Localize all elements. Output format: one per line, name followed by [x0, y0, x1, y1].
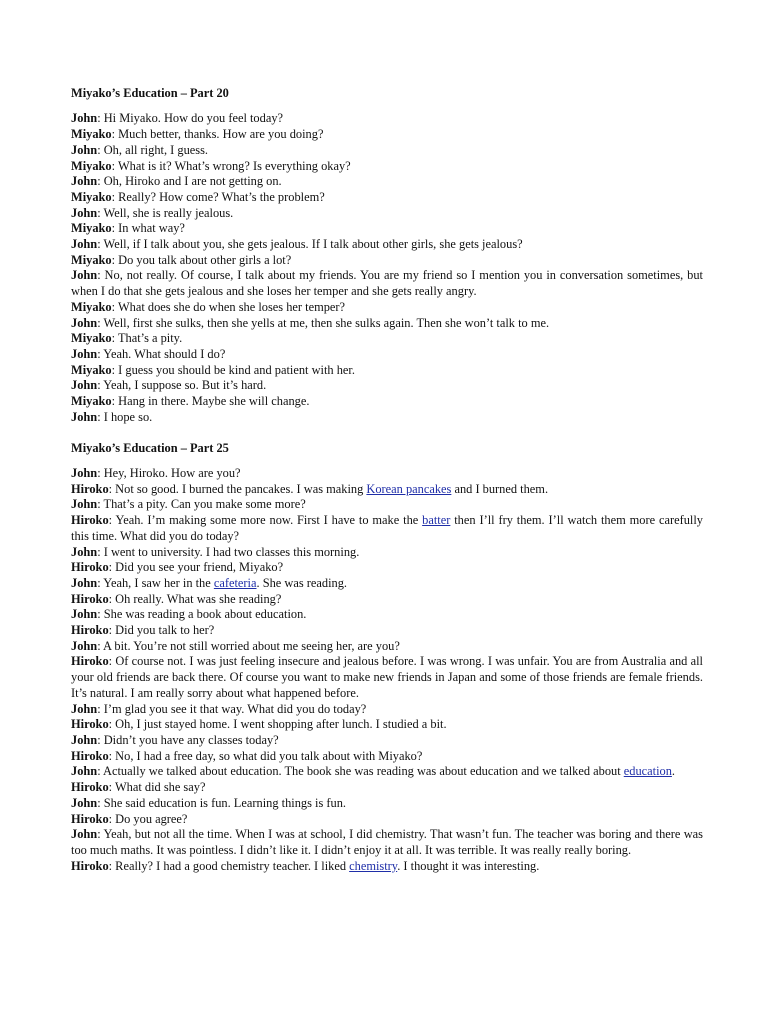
dialogue-text: : That’s a pity.: [111, 331, 183, 346]
dialogue-text: : Yeah, I suppose so. But it’s hard.: [97, 378, 267, 393]
speaker-name: John: [71, 346, 98, 361]
dialogue-text: : Actually we talked about education. The book she was reading was about education and we talked about: [97, 764, 624, 779]
dialogue-text: : Oh really. What was she reading?: [108, 591, 282, 606]
speaker-name: John: [71, 795, 98, 810]
dialogue-line: [71, 206, 703, 222]
dialogue-text: : A bit. You’re not still worried about me seeing her, are you?: [97, 638, 400, 653]
dialogue-text: then I’ll fry them. I’ll watch them more carefully this time. What did you do today?: [71, 513, 703, 543]
dialogue-text: : Yeah, but not all the time. When I was at school, I did chemistry. That wasn’t fun. The teacher was boring and there was too much maths. It was pointless. I didn’t like it. I didn’t enjoy it at all. It was terrible. It was really really boring.: [71, 827, 703, 857]
dialogue-text: : Do you agree?: [108, 811, 188, 826]
speaker-name: John: [71, 142, 98, 157]
dialogue-line: [71, 378, 703, 394]
dialogue-text: : Yeah. I’m making some more now. First I have to make the: [108, 513, 423, 528]
glossary-link[interactable]: batter: [422, 513, 451, 528]
dialogue-line: [71, 654, 703, 701]
dialogue-text: : Really? How come? What’s the problem?: [111, 189, 325, 204]
dialogue-text: : Do you talk about other girls a lot?: [111, 252, 292, 267]
dialogue-text: . I thought it was interesting.: [397, 858, 540, 873]
dialogue-line: [71, 812, 703, 828]
dialogue-line: [71, 331, 703, 347]
dialogue-text: : Oh, Hiroko and I are not getting on.: [97, 174, 282, 189]
dialogue-line: [71, 111, 703, 127]
dialogue-line: [71, 545, 703, 561]
dialogue-text: : What is it? What’s wrong? Is everything okay?: [111, 158, 351, 173]
speaker-name: Miyako: [71, 252, 112, 267]
dialogue-section: [71, 441, 703, 875]
document-body: [71, 86, 703, 890]
dialogue-line: [71, 796, 703, 812]
dialogue-line: [71, 623, 703, 639]
dialogue-text: .: [671, 764, 676, 779]
dialogue-text: . She was reading.: [256, 575, 347, 590]
dialogue-line: [71, 347, 703, 363]
dialogue-text: : What does she do when she loses her temper?: [111, 299, 346, 314]
dialogue-line: [71, 639, 703, 655]
speaker-name: John: [71, 268, 98, 283]
speaker-name: Hiroko: [71, 811, 109, 826]
dialogue-line: [71, 607, 703, 623]
dialogue-line: [71, 143, 703, 159]
glossary-link[interactable]: Korean pancakes: [366, 481, 452, 496]
dialogue-text: : I hope so.: [97, 409, 153, 424]
dialogue-line: [71, 410, 703, 426]
dialogue-line: [71, 268, 703, 299]
speaker-name: Hiroko: [71, 780, 109, 795]
dialogue-text: : No, not really. Of course, I talk about my friends. You are my friend so I mention you in conversation sometimes, but when I do that she gets jealous and she loses her temper and she gets really angry.: [71, 268, 703, 299]
speaker-name: John: [71, 575, 98, 590]
speaker-name: Hiroko: [71, 560, 109, 575]
speaker-name: John: [71, 174, 98, 189]
speaker-name: John: [71, 237, 98, 252]
speaker-name: Hiroko: [71, 481, 109, 496]
speaker-name: John: [71, 607, 98, 622]
dialogue-section: [71, 86, 703, 425]
dialogue-line: [71, 859, 703, 875]
speaker-name: Hiroko: [71, 858, 109, 873]
dialogue-line: [71, 576, 703, 592]
dialogue-line: [71, 316, 703, 332]
dialogue-text: : Much better, thanks. How are you doing?: [111, 127, 324, 142]
speaker-name: Miyako: [71, 127, 112, 142]
speaker-name: Miyako: [71, 299, 112, 314]
dialogue-text: and I burned them.: [451, 481, 549, 496]
dialogue-text: : Not so good. I burned the pancakes. I was making: [108, 481, 367, 496]
speaker-name: John: [71, 466, 98, 481]
dialogue-text: : She was reading a book about education.: [97, 607, 307, 622]
speaker-name: John: [71, 378, 98, 393]
dialogue-line: [71, 733, 703, 749]
dialogue-text: : Hang in there. Maybe she will change.: [111, 394, 310, 409]
speaker-name: Miyako: [71, 362, 112, 377]
speaker-name: Hiroko: [71, 717, 109, 732]
dialogue-text: : Did you see your friend, Miyako?: [108, 560, 284, 575]
speaker-name: Miyako: [71, 189, 112, 204]
dialogue-text: : She said education is fun. Learning things is fun.: [97, 795, 346, 810]
speaker-name: John: [71, 544, 98, 559]
dialogue-text: : Hey, Hiroko. How are you?: [97, 466, 241, 481]
dialogue-line: [71, 764, 703, 780]
dialogue-text: : No, I had a free day, so what did you talk about with Miyako?: [108, 748, 423, 763]
glossary-link[interactable]: cafeteria: [213, 575, 257, 590]
dialogue-text: : Well, if I talk about you, she gets jealous. If I talk about other girls, she gets jealous?: [97, 237, 523, 252]
dialogue-text: : Yeah. What should I do?: [97, 346, 226, 361]
dialogue-line: [71, 466, 703, 482]
dialogue-line: [71, 717, 703, 733]
dialogue-line: [71, 482, 703, 498]
dialogue-line: [71, 702, 703, 718]
glossary-link[interactable]: education: [623, 764, 672, 779]
dialogue-line: [71, 127, 703, 143]
speaker-name: Hiroko: [71, 591, 109, 606]
dialogue-text: : Didn’t you have any classes today?: [97, 732, 279, 747]
dialogue-line: [71, 827, 703, 858]
dialogue-text: : Did you talk to her?: [108, 623, 215, 638]
dialogue-line: [71, 237, 703, 253]
dialogue-text: : That’s a pity. Can you make some more?: [97, 497, 306, 512]
speaker-name: Miyako: [71, 221, 112, 236]
speaker-name: John: [71, 764, 98, 779]
dialogue-text: : Yeah, I saw her in the: [97, 575, 214, 590]
dialogue-line: [71, 159, 703, 175]
dialogue-line: [71, 221, 703, 237]
speaker-name: John: [71, 732, 98, 747]
dialogue-line: [71, 592, 703, 608]
speaker-name: John: [71, 827, 98, 842]
dialogue-text: : Well, first she sulks, then she yells at me, then she sulks again. Then she won’t talk to me.: [97, 315, 550, 330]
speaker-name: Hiroko: [71, 654, 109, 669]
dialogue-text: : Hi Miyako. How do you feel today?: [97, 111, 284, 126]
speaker-name: John: [71, 409, 98, 424]
speaker-name: John: [71, 205, 98, 220]
dialogue-line: [71, 497, 703, 513]
dialogue-text: : I guess you should be kind and patient with her.: [111, 362, 355, 377]
dialogue-line: [71, 560, 703, 576]
dialogue-text: : Of course not. I was just feeling insecure and jealous before. I was wrong. I was unfair. You are from Australia and all your old friends are back there. Of course you want to make new friends in Japan and some of those friends are female friends. It’s natural. I am really sorry about what happened before.: [71, 654, 703, 700]
dialogue-text: : I went to university. I had two classes this morning.: [97, 544, 360, 559]
dialogue-text: : In what way?: [111, 221, 185, 236]
dialogue-text: : What did she say?: [108, 780, 206, 795]
dialogue-text: : Well, she is really jealous.: [97, 205, 234, 220]
speaker-name: Hiroko: [71, 513, 109, 528]
section-title: Miyako’s Education – Part 25: [71, 440, 229, 455]
dialogue-line: [71, 190, 703, 206]
dialogue-line: [71, 394, 703, 410]
dialogue-line: [71, 300, 703, 316]
speaker-name: Miyako: [71, 158, 112, 173]
speaker-name: Miyako: [71, 394, 112, 409]
dialogue-line: [71, 780, 703, 796]
dialogue-line: [71, 253, 703, 269]
dialogue-text: : Oh, I just stayed home. I went shopping after lunch. I studied a bit.: [108, 717, 447, 732]
speaker-name: Miyako: [71, 331, 112, 346]
dialogue-line: [71, 749, 703, 765]
glossary-link[interactable]: chemistry: [349, 858, 398, 873]
dialogue-text: : Oh, all right, I guess.: [97, 142, 209, 157]
dialogue-text: : I’m glad you see it that way. What did you do today?: [97, 701, 367, 716]
speaker-name: John: [71, 497, 98, 512]
speaker-name: Hiroko: [71, 623, 109, 638]
speaker-name: John: [71, 638, 98, 653]
section-title: Miyako’s Education – Part 20: [71, 86, 229, 100]
dialogue-line: [71, 174, 703, 190]
dialogue-line: [71, 513, 703, 544]
speaker-name: John: [71, 111, 98, 126]
speaker-name: John: [71, 315, 98, 330]
speaker-name: Hiroko: [71, 748, 109, 763]
dialogue-text: : Really? I had a good chemistry teacher. I liked: [108, 858, 350, 873]
dialogue-line: [71, 363, 703, 379]
speaker-name: John: [71, 701, 98, 716]
